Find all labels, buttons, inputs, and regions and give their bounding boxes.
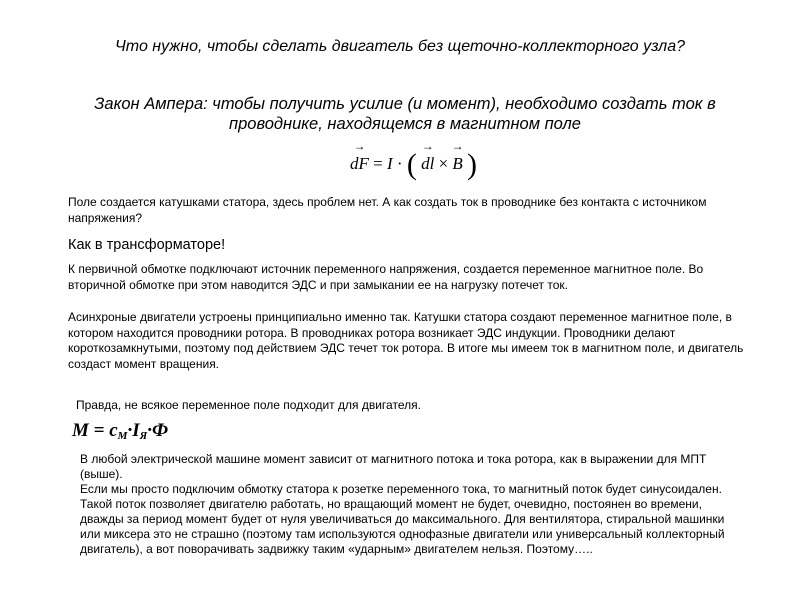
formula-close-paren: ) bbox=[467, 148, 478, 181]
moment-I-sub: Я bbox=[139, 430, 148, 442]
moment-I: I bbox=[132, 420, 140, 441]
formula-I: I bbox=[386, 154, 393, 173]
moment-dot2: · bbox=[147, 420, 152, 441]
paragraph-stator-field: Поле создается катушками статора, здесь проблем нет. А как создать ток в проводнике без контакта с источником напряжения? bbox=[68, 195, 707, 225]
transformer-heading: Как в трансформаторе! bbox=[68, 237, 226, 253]
moment-M: M bbox=[72, 420, 89, 441]
formula-open-paren: ( bbox=[406, 148, 417, 181]
paragraph-async-motors: Асинхроные двигатели устроены принципиально именно так. Катушки статора создают переменное магнитное поле, в котором находится проводники ротора. В проводниках ротора возникает ЭДС индукции. Проводники делают короткозамкнутыми, поэтому под действием ЭДС течет ток ротора. В итоге мы имеем ток в магнитном поле, и двигатель создаст момент вращения. bbox=[68, 310, 744, 371]
moment-explanation-line1: В любой электрической машине момент зависит от магнитного потока и тока ротора, как в выражении для МПТ (выше). bbox=[80, 452, 707, 481]
moment-c-sub: M bbox=[117, 430, 128, 442]
moment-eq: = bbox=[88, 420, 110, 441]
formula-times: × bbox=[438, 154, 449, 173]
formula-dl: → dl bbox=[421, 154, 434, 174]
formula-equals: = bbox=[373, 154, 383, 173]
moment-dot1: · bbox=[127, 420, 133, 441]
moment-c: c bbox=[109, 420, 118, 441]
formula-B: → B bbox=[452, 154, 462, 174]
ampere-law-text: Закон Ампера: чтобы получить усилие (и момент), необходимо создать ток в проводнике, находящемся в магнитном поле bbox=[94, 95, 716, 133]
slide-title: Что нужно, чтобы сделать двигатель без щеточно-коллекторного узла? bbox=[115, 38, 685, 55]
paragraph-field-note: Правда, не всякое переменное поле подходит для двигателя. bbox=[76, 398, 421, 412]
paragraph-moment-explanation bbox=[80, 452, 740, 557]
formula-dF: → dF bbox=[350, 154, 369, 174]
paragraph-transformer: К первичной обмотке подключают источник переменного напряжения, создается переменное магнитное поле. Во вторичной обмотке при этом наводится ЭДС и при замыкании ее на нагрузку потечет ток. bbox=[68, 262, 704, 292]
moment-formula bbox=[72, 420, 168, 442]
moment-Phi: Ф bbox=[151, 420, 169, 441]
formula-dot: · bbox=[396, 154, 403, 173]
moment-explanation-line2: Если мы просто подключим обмотку статора к розетке переменного тока, то магнитный поток будет синусоидален. Такой поток позволяет двигателю работать, но вращающий момент не будет, очевидно, постоянен во времени, дважды за период момент будет от нуля увеличиваться до максимального. Для вентилятора, стиральной машинки или миксера это не страшно (поэтому там используются однофазные двигатели или универсальный коллекторный двигатель), а вот поворачивать задвижку таким «ударным» двигателем нельзя. Поэтому….. bbox=[80, 482, 725, 556]
